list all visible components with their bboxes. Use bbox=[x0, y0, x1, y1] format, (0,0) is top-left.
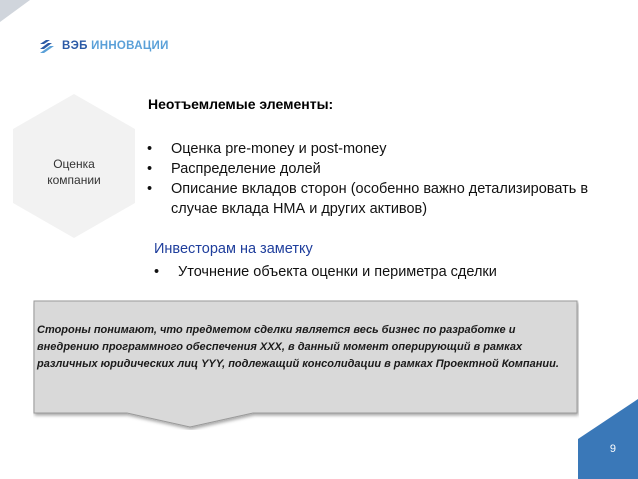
list-item bbox=[145, 179, 635, 219]
logo-icon bbox=[38, 38, 56, 54]
bullet-icon: • bbox=[147, 141, 153, 157]
hexagon-label bbox=[30, 156, 118, 188]
bullet-icon: • bbox=[154, 264, 160, 280]
list-item bbox=[150, 262, 497, 282]
corner-decoration-top-left bbox=[0, 0, 60, 40]
section-heading: Неотъемлемые элементы: bbox=[148, 96, 334, 112]
logo bbox=[38, 38, 169, 54]
list-item-text: Описание вкладов сторон (особенно важно детализировать в случае вклада НМА и других активов) bbox=[171, 181, 589, 217]
bullet-icon: • bbox=[147, 181, 153, 197]
logo-text-part2: ИННОВАЦИИ bbox=[91, 40, 169, 52]
list-item-text: Распределение долей bbox=[171, 161, 321, 177]
note-list bbox=[150, 262, 497, 282]
logo-text-part1: ВЭБ bbox=[62, 40, 88, 52]
list-item-text: Уточнение объекта оценки и периметра сделки bbox=[178, 264, 497, 280]
callout-text: Стороны понимают, что предметом сделки является весь бизнес по разработке и внедрению программного обеспечения XXX, в данный момент оперирующий в рамках различных юридических лиц YYY, подлежащий консолидации в рамках Проектной Компании. bbox=[37, 324, 559, 370]
corner-decoration-bottom-right bbox=[578, 399, 638, 479]
note-title: Инвесторам на заметку bbox=[154, 241, 313, 257]
list-item bbox=[145, 159, 635, 179]
bullet-icon: • bbox=[147, 161, 153, 177]
list-item-text: Оценка pre-money и post-money bbox=[171, 141, 387, 157]
list-item bbox=[145, 139, 635, 159]
elements-list bbox=[145, 139, 635, 219]
page-number: 9 bbox=[609, 443, 616, 455]
hexagon-label-line1: Оценка bbox=[53, 157, 95, 171]
logo-text bbox=[62, 40, 169, 52]
hexagon-label-line2: компании bbox=[47, 173, 101, 187]
